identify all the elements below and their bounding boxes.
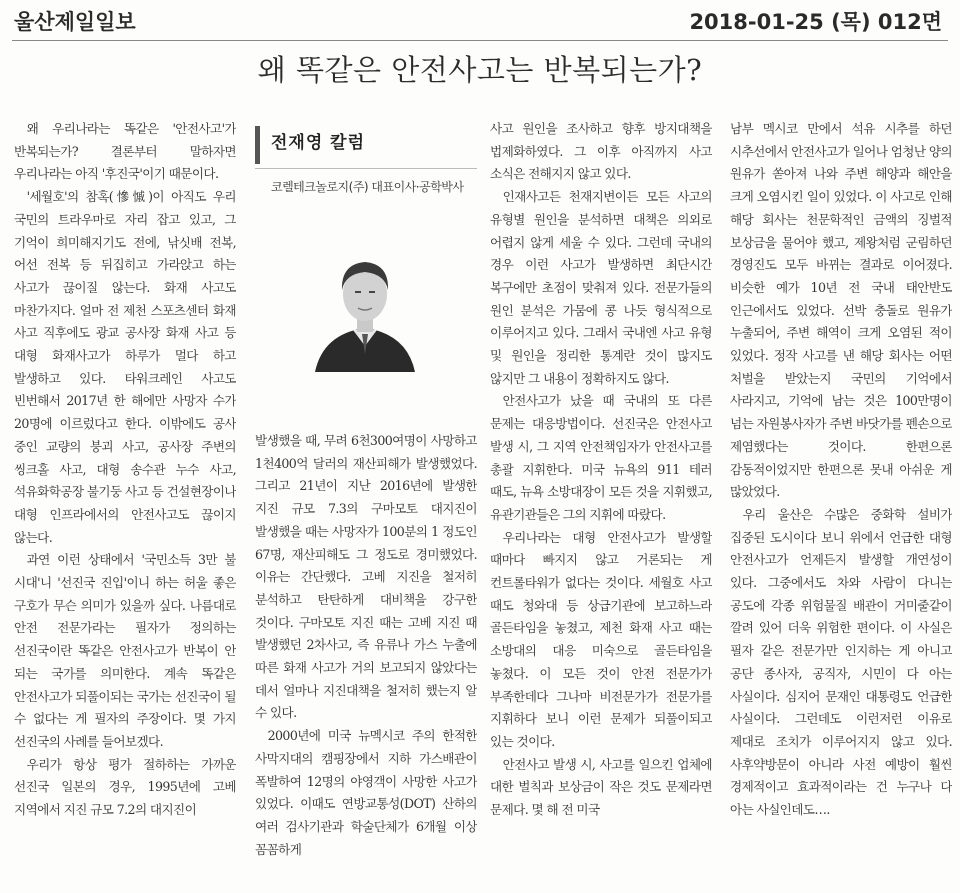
- paragraph: 왜 우리나라는 똑같은 '안전사고'가 반복되는가? 결론부터 말하자면 우리나라는 아직 '후진국'이기 때문이다.: [14, 121, 236, 182]
- paragraph: 우리가 항상 평가 절하하는 가까운 선진국 일본의 경우, 1995년에 고베 지역에서 지진 규모 7.2의 대지진이: [14, 756, 236, 818]
- article-column-4: [730, 118, 952, 893]
- byline-accent-bar: [255, 126, 260, 164]
- article-column-3: [490, 118, 712, 893]
- paragraph: 발생했을 때, 무려 6천300여명이 사망하고 1천400억 달러의 재산피해가 발생했었다. 그리고 21년이 지난 2016년에 발생한 지진 규모 7.3의 구마모토 대지진이 발생했을 때는 사망자가 100분의 1 정도인 67명, 재산피해도 그 정도로 경미했었다. 이유는 간단했다. 고베 지진을 철저히 분석하고 탄탄하게 대비책을 강구한 것이다. 구마모토 지진 때는 고베 지진 때 발생했던 2차사고, 즉 유류나 가스 누출에 따른 화재 사고가 거의 보고되지 않았다는 데서 얼마나 지진대책을 철저히 했는지 알 수 있다.: [255, 433, 477, 721]
- paragraph: 과연 이런 상태에서 '국민소득 3만 불 시대'니 '선진국 진입'이니 하는 허울 좋은 구호가 무슨 의미가 있을까 싶다. 나름대로 안전 전문가라는 필자가 정의하는 선진국이란 똑같은 안전사고가 반복이 안 되는 국가를 의미한다. 계속 똑같은 안전사고가 되풀이되는 국가는 선진국이 될 수 없다는 게 필자의 주장이다. 몇 가지 선진국의 사례를 들어보겠다.: [14, 552, 236, 749]
- paragraph: 안전사고가 났을 때 국내의 또 다른 문제는 대응방법이다. 선진국은 안전사고 발생 시, 그 지역 안전책임자가 안전사고를 총괄 지휘한다. 미국 뉴욕의 911 테러 때도, 뉴욕 소방대장이 모든 것을 지휘했고, 유관기관들은 그의 지휘에 따랐다.: [490, 393, 712, 522]
- issue-date-page: 2018-01-25 (목) 012면: [689, 10, 942, 34]
- paragraph: 사고 원인을 조사하고 향후 방지대책을 법제화하였다. 그 이후 아직까지 사고 소식은 전해지지 않고 있다.: [490, 121, 712, 182]
- byline-divider: [255, 168, 477, 169]
- article-column-1: [14, 118, 236, 893]
- paragraph: 우리 울산은 수많은 중화학 설비가 집중된 도시이다 보니 위에서 언급한 대형 안전사고가 언제든지 발생할 개연성이 있다. 그중에서도 차와 사람이 다니는 공도에 각종 위험물질 배관이 거미줄같이 깔려 있어 더욱 위험한 편이다. 이 사실은 필자 같은 전문가만 인지하는 게 아니고 공단 종사자, 공직자, 시민이 다 아는 사실이다. 심지어 문재인 대통령도 언급한 사실이다. 그런데도 이런저런 이유로 제대로 조치가 이루어지지 않고 있다. 사후약방문이 아니라 사전 예방이 훨씬 경제적이고 효과적이라는 건 누구나 다 아는 사실인데도….: [730, 506, 952, 818]
- author-portrait: [315, 242, 415, 372]
- paragraph: '세월호'의 참혹(慘慽)이 아직도 우리 국민의 트라우마로 자리 잡고 있고, 그 기억이 희미해지기도 전에, 낚싯배 전복, 어선 전복 등 뒤집히고 가라앉고 하는 사고가 끊이질 않는다. 화재 사고도 마찬가지다. 얼마 전 제천 스포츠센터 화재 사고 직후에도 광교 공사장 화재 사고 등 대형 화재사고가 하루가 멀다 하고 발생하고 있다. 타워크레인 사고도 빈번해서 2017년 한 해에만 사망자 수가 20명에 이르렀다고 한다. 이밖에도 공사 중인 교량의 붕괴 사고, 공사장 주변의 씽크홀 사고, 대형 송수관 누수 사고, 석유화학공장 불기둥 사고 등 건설현장이나 대형 인프라에서의 안전사고도 끊이지 않는다.: [14, 189, 236, 545]
- paragraph: 안전사고 발생 시, 사고를 일으킨 업체에 대한 벌칙과 보상금이 작은 것도 문제라면 문제다. 몇 해 전 미국: [490, 756, 712, 818]
- byline-box: [255, 122, 477, 422]
- paper-name: 울산제일일보: [14, 10, 136, 34]
- article-headline: 왜 똑같은 안전사고는 반복되는가?: [257, 53, 703, 87]
- masthead: [0, 0, 960, 40]
- author-title: 코렐테크놀로지(주) 대표이사·공학박사: [271, 180, 464, 194]
- column-name: 전재영 칼럼: [271, 133, 366, 153]
- paragraph: 2000년에 미국 뉴멕시코 주의 한적한 사막지대의 캠핑장에서 지하 가스배관이 폭발하여 12명의 야영객이 사망한 사고가 있었다. 이때도 연방교통성(DOT) 산하의 여러 검사기관과 학술단체가 6개월 이상 꼼꼼하게: [255, 728, 477, 857]
- paragraph: 우리나라는 대형 안전사고가 발생할 때마다 빠지지 않고 거론되는 게 컨트롤타워가 없다는 것이다. 세월호 사고 때도 청와대 등 상급기관에 보고하느라 골든타임을 놓쳤고, 제천 화재 사고 때는 소방대의 대응 미숙으로 골든타임을 놓쳤다. 이 모든 것이 안전 전문가가 부족한데다 그나마 비전문가가 전문가를 지휘하다 보니 이런 문제가 되풀이되고 있는 것이다.: [490, 529, 712, 749]
- paragraph: 남부 멕시코 만에서 석유 시추를 하던 시추선에서 안전사고가 일어나 엄청난 양의 원유가 쏟아져 나와 주변 해양과 해안을 크게 오염시킨 일이 있었다. 이 사고로 인해 해당 회사는 천문학적인 금액의 징벌적 보상금을 물어야 했고, 제왕처럼 군림하던 경영진도 모두 바뀌는 결과로 이어졌다. 비슷한 예가 10년 전 국내 태안반도 인근에서도 있었다. 선박 충돌로 원유가 누출되어, 주변 해역이 크게 오염된 적이 있었다. 정작 사고를 낸 해당 회사는 어떤 처벌을 받았는지 국민의 기억에서 사라지고, 기억에 남는 것은 100만명이 넘는 자원봉사자가 주변 바닷가를 펜손으로 제염했다는 것이다. 한편으론 감동적이었지만 한편으론 못내 아쉬운 게 많았었다.: [730, 121, 952, 500]
- top-divider: [12, 40, 948, 41]
- paragraph: 인재사고든 천재지변이든 모든 사고의 유형별 원인을 분석하면 대책은 의외로 어렵지 않게 세울 수 있다. 그런데 국내의 경우 이런 사고가 발생하면 최단시간 복구에만 초점이 맞춰져 있다. 전문가들의 원인 분석은 가뭄에 콩 나듯 형식적으로 이루어지고 있다. 그래서 국내엔 사고 유형 및 원인을 정리한 통계란 것이 많지도 않지만 그 내용이 정확하지도 않다.: [490, 189, 712, 386]
- article-column-2: [255, 430, 477, 893]
